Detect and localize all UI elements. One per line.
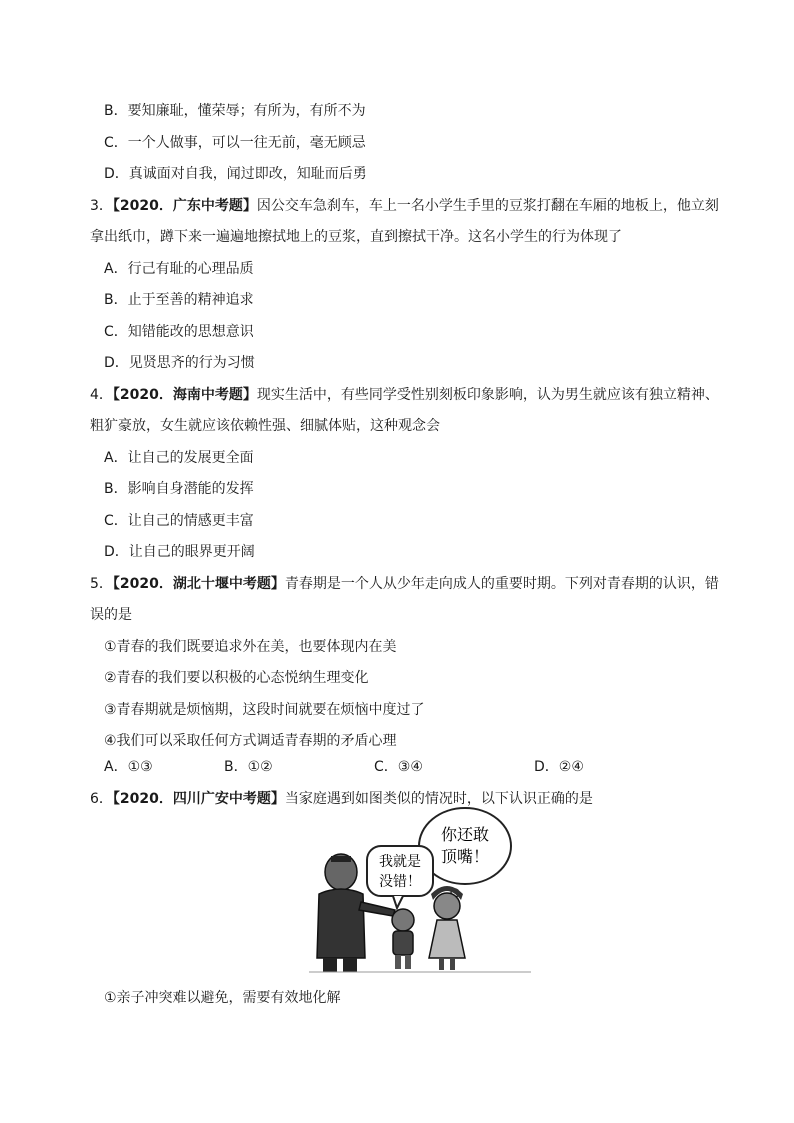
q4-stem-line2: 粗犷豪放，女生就应该依赖性强、细腻体贴，这种观念会: [90, 418, 440, 434]
q3-stem-text: 因公交车急刹车，车上一名小学生手里的豆浆打翻在车厢的地板上，他立刻: [256, 198, 719, 214]
q4-stem-line1: [90, 385, 719, 405]
mother-bubble-line1: 你还敢: [440, 825, 490, 844]
q5-number: 5．: [90, 576, 113, 592]
q3-source: 【2020．广东中考题】: [112, 198, 257, 214]
q4-number: 4．: [90, 387, 113, 403]
child-bubble-line2: 没错！: [379, 874, 421, 890]
q4-option-b: B．影响自身潜能的发挥: [104, 481, 254, 497]
q5-option-a: A．①③: [104, 759, 153, 775]
mother-bubble-line2: 顶嘴！: [440, 847, 490, 866]
family-conflict-cartoon: [305, 798, 535, 978]
q5-stem-line1: [90, 574, 719, 594]
q5-statement-4: ④我们可以采取任何方式调适青春期的矛盾心理: [104, 733, 397, 749]
q5-option-c: C．③④: [374, 759, 423, 775]
q4-option-d: D．让自己的眼界更开阔: [104, 544, 255, 560]
q4-stem-text: 现实生活中，有些同学受性别刻板印象影响，认为男生就应该有独立精神、: [256, 387, 719, 403]
q3-stem-line1: [90, 196, 719, 216]
q6-stem-text: 当家庭遇到如图类似的情况时，以下认识正确的是: [284, 791, 593, 807]
q4-option-c: C．让自己的情感更丰富: [104, 513, 254, 529]
q5-source: 【2020．湖北十堰中考题】: [112, 576, 285, 592]
child-figure: [392, 909, 414, 969]
q4-option-a: A．让自己的发展更全面: [104, 450, 254, 466]
q6-statement-1: ①亲子冲突难以避免，需要有效地化解: [104, 990, 341, 1006]
q3-stem-line2: 拿出纸巾，蹲下来一遍遍地擦拭地上的豆浆，直到擦拭干净。这名小学生的行为体现了: [90, 229, 622, 245]
mother-figure: [429, 886, 465, 970]
q2-option-d: D．真诚面对自我，闻过即改，知耻而后勇: [104, 166, 367, 182]
q5-stem-line2: 误的是: [90, 607, 132, 623]
q3-option-b: B．止于至善的精神追求: [104, 292, 254, 308]
q5-statement-3: ③青春期就是烦恼期，这段时间就要在烦恼中度过了: [104, 702, 425, 718]
q5-stem-text: 青春期是一个人从少年走向成人的重要时期。下列对青春期的认识，错: [284, 576, 719, 592]
q3-option-a: A．行己有耻的心理品质: [104, 261, 254, 277]
q5-option-d: D．②④: [534, 759, 584, 775]
q2-option-c: C．一个人做事，可以一往无前，毫无顾忌: [104, 135, 366, 151]
q6-source: 【2020．四川广安中考题】: [112, 791, 285, 807]
q3-option-c: C．知错能改的思想意识: [104, 324, 254, 340]
child-bubble-line1: 我就是: [379, 854, 421, 870]
q3-option-d: D．见贤思齐的行为习惯: [104, 355, 255, 371]
q4-source: 【2020．海南中考题】: [112, 387, 257, 403]
q5-option-b: B．①②: [224, 759, 273, 775]
q5-statement-1: ①青春的我们既要追求外在美，也要体现内在美: [104, 639, 397, 655]
q5-statement-2: ②青春的我们要以积极的心态悦纳生理变化: [104, 670, 369, 686]
q6-number: 6．: [90, 791, 113, 807]
q2-option-b: B．要知廉耻，懂荣辱；有所为，有所不为: [104, 103, 366, 119]
q3-number: 3．: [90, 198, 113, 214]
